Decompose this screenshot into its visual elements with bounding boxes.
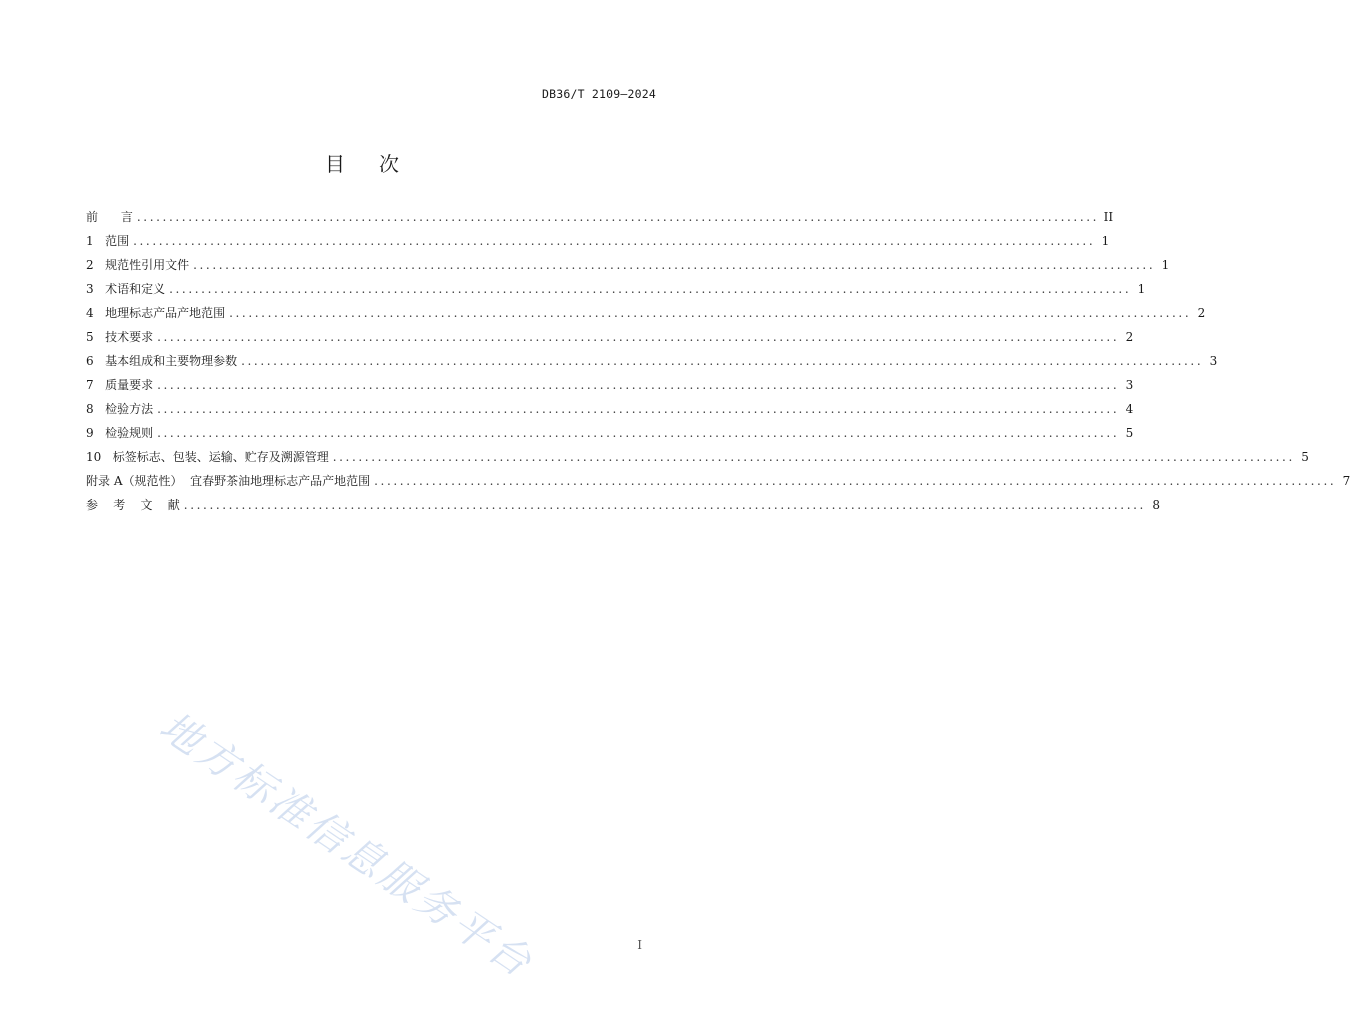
- page-number: I: [637, 938, 642, 952]
- toc-entry-label: 10 标签标志、包装、运输、贮存及溯源管理: [86, 450, 329, 464]
- toc-entry[interactable]: [86, 205, 1114, 229]
- page-title: 目次: [325, 152, 433, 176]
- toc-leader-dots: ......................................................................................................................................................: [169, 282, 1132, 296]
- toc-entry[interactable]: [86, 445, 1309, 469]
- toc-entry-page: 2: [1197, 306, 1206, 320]
- toc-entry-label: 附录 A（规范性） 宜春野茶油地理标志产品产地范围: [86, 474, 371, 488]
- toc-entry-label: 6 基本组成和主要物理参数: [86, 354, 238, 368]
- toc-entry-page: 1: [1161, 258, 1170, 272]
- toc-entry-label: 参 考 文 献: [86, 498, 180, 512]
- toc-entry-page: 4: [1125, 402, 1134, 416]
- toc-leader-dots: ......................................................................................................................................................: [157, 402, 1120, 416]
- toc-entry-label: 9 检验规则: [86, 426, 154, 440]
- toc-entry-label: 4 地理标志产品产地范围: [86, 306, 226, 320]
- toc-leader-dots: ......................................................................................................................................................: [133, 234, 1096, 248]
- toc-entry-label: 2 规范性引用文件: [86, 258, 190, 272]
- toc-leader-dots: ......................................................................................................................................................: [229, 306, 1192, 320]
- toc-entry-label: 8 检验方法: [86, 402, 154, 416]
- toc-leader-dots: ......................................................................................................................................................: [157, 378, 1120, 392]
- toc-entry-label: 3 术语和定义: [86, 282, 166, 296]
- toc-leader-dots: ......................................................................................................................................................: [157, 426, 1120, 440]
- toc-entry-page: 5: [1301, 450, 1309, 464]
- toc-entry-page: 3: [1125, 378, 1134, 392]
- toc-leader-dots: ......................................................................................................................................................: [136, 210, 1100, 224]
- toc-entry-page: 7: [1342, 474, 1350, 488]
- toc-entry[interactable]: [86, 349, 1218, 373]
- toc-entry[interactable]: [86, 469, 1350, 493]
- toc-entry-label: 7 质量要求: [86, 378, 154, 392]
- toc-leader-dots: ......................................................................................................................................................: [183, 498, 1146, 512]
- toc-entry[interactable]: [86, 373, 1134, 397]
- toc-entry-page: 8: [1152, 498, 1160, 512]
- toc-entry[interactable]: [86, 493, 1160, 517]
- toc-leader-dots: ......................................................................................................................................................: [332, 450, 1295, 464]
- toc-entry-label: 1 范围: [86, 234, 130, 248]
- toc-entry[interactable]: [86, 325, 1134, 349]
- toc-leader-dots: ......................................................................................................................................................: [374, 474, 1337, 488]
- toc-entry-page: 1: [1137, 282, 1146, 296]
- watermark: 地方标准信息服务平台: [151, 703, 542, 988]
- toc-entry[interactable]: [86, 277, 1146, 301]
- toc-leader-dots: ......................................................................................................................................................: [241, 354, 1204, 368]
- toc-entry[interactable]: [86, 397, 1134, 421]
- toc-entry-page: 1: [1101, 234, 1110, 248]
- document-code: DB36/T 2109—2024: [542, 87, 656, 101]
- toc-leader-dots: ......................................................................................................................................................: [157, 330, 1120, 344]
- toc-leader-dots: ......................................................................................................................................................: [193, 258, 1156, 272]
- toc-entry-label: 5 技术要求: [86, 330, 154, 344]
- toc-entry[interactable]: [86, 253, 1170, 277]
- toc-entry[interactable]: [86, 421, 1134, 445]
- toc-entry[interactable]: [86, 229, 1110, 253]
- toc-entry-page: 3: [1209, 354, 1218, 368]
- toc-entry-page: 2: [1125, 330, 1134, 344]
- toc-entry-page: 5: [1125, 426, 1134, 440]
- toc-entry-page: II: [1103, 210, 1114, 224]
- table-of-contents: [86, 205, 1350, 517]
- toc-entry[interactable]: [86, 301, 1206, 325]
- toc-entry-label: 前 言: [86, 210, 133, 224]
